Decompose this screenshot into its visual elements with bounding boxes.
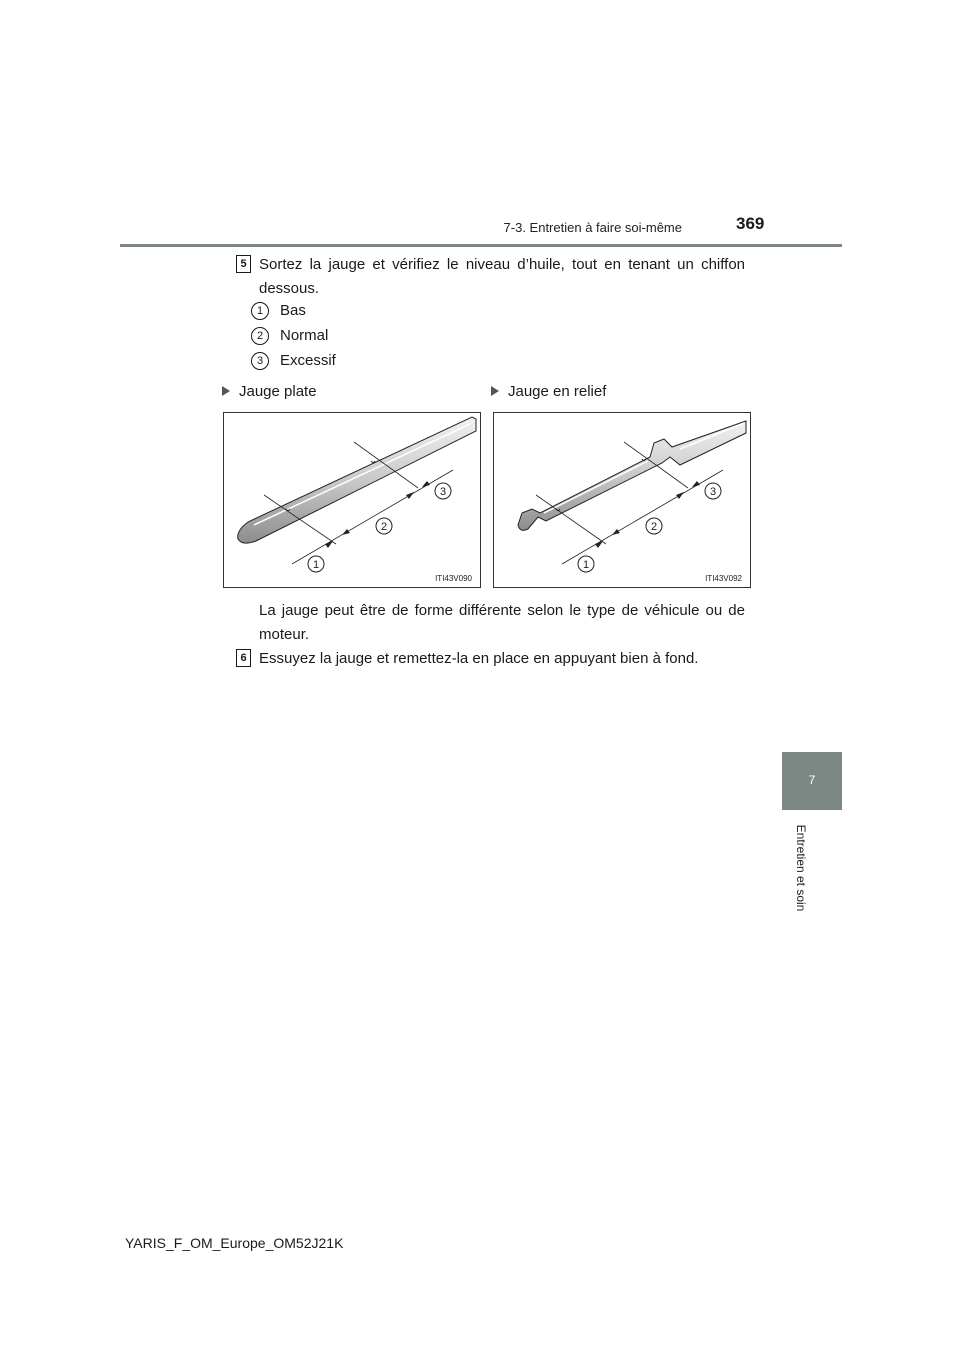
variant-relief-label: Jauge en relief: [491, 383, 606, 400]
step-5-text: Sortez la jauge et vérifiez le niveau d’huile, tout en tenant un chiffon dessous.: [259, 256, 745, 297]
level-1-badge: 1: [251, 302, 269, 320]
level-3-label: Excessif: [280, 352, 336, 369]
callout-1: 1: [582, 559, 590, 571]
level-2-badge: 2: [251, 327, 269, 345]
level-3-badge: 3: [251, 352, 269, 370]
figure-relief-dipstick: [493, 412, 751, 588]
level-1-label: Bas: [280, 302, 306, 319]
callout-3: 3: [439, 486, 447, 498]
callout-2: 2: [650, 521, 658, 533]
chapter-label: Entretien et soin: [794, 824, 808, 912]
callout-3: 3: [709, 486, 717, 498]
triangle-bullet-icon: [491, 386, 499, 396]
shape-note: La jauge peut être de forme différente selon le type de véhicule ou de moteur.: [259, 602, 745, 643]
triangle-bullet-icon: [222, 386, 230, 396]
flat-dipstick-illustration: [224, 413, 480, 587]
figure-code: ITI43V092: [705, 574, 742, 583]
document-id: YARIS_F_OM_Europe_OM52J21K: [125, 1235, 344, 1251]
step-6-badge: 6: [236, 649, 251, 667]
figure-flat-dipstick: [223, 412, 481, 588]
callout-1: 1: [312, 559, 320, 571]
figure-code: ITI43V090: [435, 574, 472, 583]
step-5-badge: 5: [236, 255, 251, 273]
header-rule: [120, 244, 842, 247]
chapter-tab: 7: [782, 752, 842, 810]
relief-dipstick-illustration: [494, 413, 750, 587]
variant-flat-label: Jauge plate: [222, 383, 317, 400]
level-2-label: Normal: [280, 327, 329, 344]
callout-2: 2: [380, 521, 388, 533]
section-title: 7-3. Entretien à faire soi-même: [503, 220, 682, 235]
step-6-text: Essuyez la jauge et remettez-la en place en appuyant bien à fond.: [259, 650, 699, 667]
page-number: 369: [736, 214, 765, 233]
